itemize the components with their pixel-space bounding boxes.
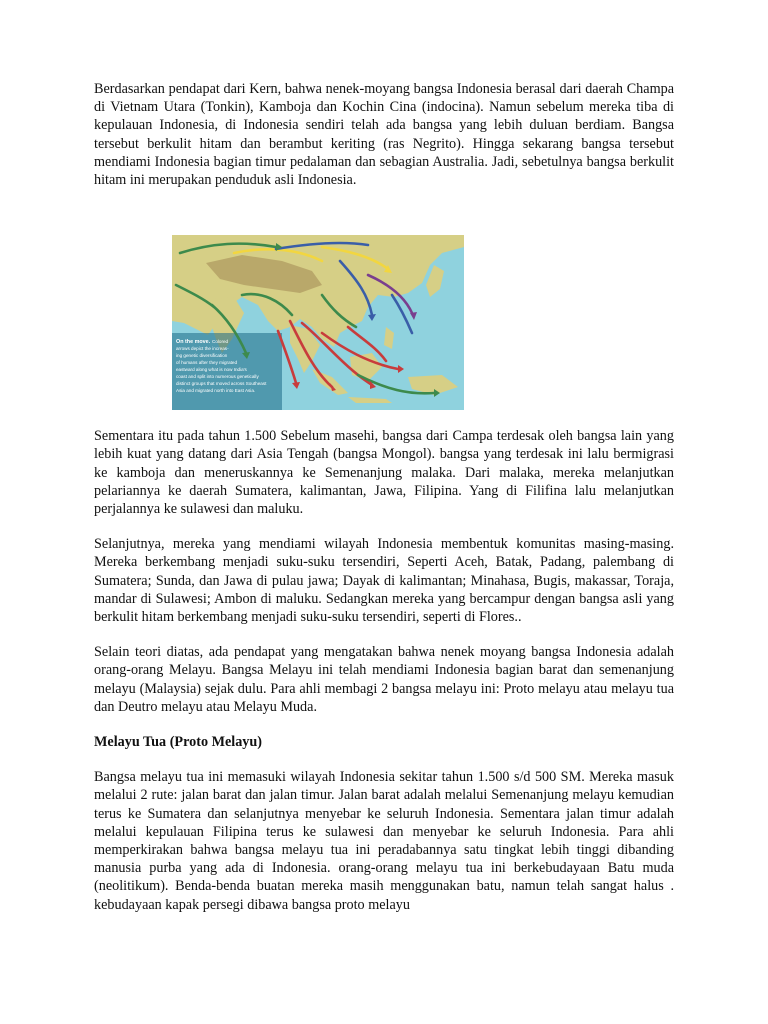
paragraph-malay-theory: Selain teori diatas, ada pendapat yang mengatakan bahwa nenek moyang bangsa Indonesia adalah orang-orang Melayu. Bangsa Melayu ini telah mendiami Indonesia bagian barat dan semenanjung melayu (Malaysia) sejak dulu. Para ahli membagi 2 bangsa melayu ini: Proto melayu atau melayu tua dan Deutro melayu atau Melayu Muda.: [94, 644, 674, 715]
section-heading-proto-melayu: Melayu Tua (Proto Melayu): [94, 734, 263, 751]
map-caption-line: Asia and migrated north into East Asia.: [176, 388, 256, 394]
map-caption-title: On the move.: [176, 339, 211, 346]
map-caption-line: of humans after they migrated: [176, 360, 238, 366]
document-page: [94, 80, 674, 914]
map-caption-line: eastward along what is now India's: [176, 367, 247, 373]
paragraph-intro: Berdasarkan pendapat dari Kern, bahwa nenek-moyang bangsa Indonesia berasal dari daerah Champa di Vietnam Utara (Tonkin), Kamboja dan Kochin Cina (indocina). Namun sebelum mereka tiba di kepulauan Indonesia, di Indonesia sendiri telah ada bangsa yang lebih duluan berdiam. Bangsa tersebut berkulit hitam dan berambut keriting (ras Negrito). Hingga sekarang bangsa tersebut mendiami Indonesia bagian timur pedalaman dan sebagian Australia. Jadi, sebetulnya bangsa berkulit hitam ini merupakan penduduk asli Indonesia.: [94, 81, 674, 189]
paragraph-proto-melayu: Bangsa melayu tua ini memasuki wilayah Indonesia sekitar tahun 1.500 s/d 500 SM. Mereka masuk melalui 2 rute: jalan barat dan jalan timur. Jalan barat adalah melalui Semenanjung melayu kemudian terus ke Sumatera dan selanjutnya menyebar ke seluruh Indonesia. Sementara jalan timur adalah melalui kepulauan Filipina terus ke sulawesi dan menyebar ke seluruh Indonesia. Para ahli memperkirakan bahwa bangsa melayu tua ini peradabannya satu tingkat lebih tinggi dibanding manusia purba yang ada di Indonesia. orang-orang melayu tua ini berkebudayaan Batu muda (neolitikum). Benda-benda buatan mereka masih menggunakan batu, namun telah sangat halus . kebudayaan kapak persegi dibawa bangsa proto melayu: [94, 769, 674, 913]
map-caption-line: Colored: [212, 339, 229, 345]
map-caption-line: coast and split into numerous genetically: [176, 374, 259, 380]
paragraph-migration: Sementara itu pada tahun 1.500 Sebelum masehi, bangsa dari Campa terdesak oleh bangsa lain yang lebih kuat yang datang dari Asia Tengah (bangsa Mongol). bangsa yang terdesak ini lalu bermigrasi ke kamboja dan meneruskannya ke Semenanjung malaka. Dari malaka, mereka melanjutkan pelariannya ke daerah Sumatera, kalimantan, Jawa, Filipina. Yang di Filifina lalu melanjutkan perjalannya ke sulawesi dan maluku.: [94, 428, 674, 518]
map-caption-line: ing genetic diversification: [176, 353, 228, 359]
map-caption-line: arrows depict the increas-: [176, 346, 229, 352]
migration-map-image: [172, 235, 464, 410]
paragraph-tribes: Selanjutnya, mereka yang mendiami wilayah Indonesia membentuk komunitas masing-masing. Mereka berkembang menjadi suku-suku tersendiri, Seperti Aceh, Batak, Padang, palembang di Sumatera; Sunda, dan Jawa di pulau jawa; Dayak di kalimantan; Minahasa, Bugis, makassar, Toraja, mandar di Sulawesi; Ambon di maluku. Sedangkan mereka yang bercampur dengan bangsa asli yang berkulit hitam berkembang menjadi suku-suku tersendiri, seperti di Flores..: [94, 536, 674, 626]
map-caption-line: distinct groups that moved across Southeast: [176, 381, 267, 387]
migration-map-svg: [172, 235, 464, 410]
